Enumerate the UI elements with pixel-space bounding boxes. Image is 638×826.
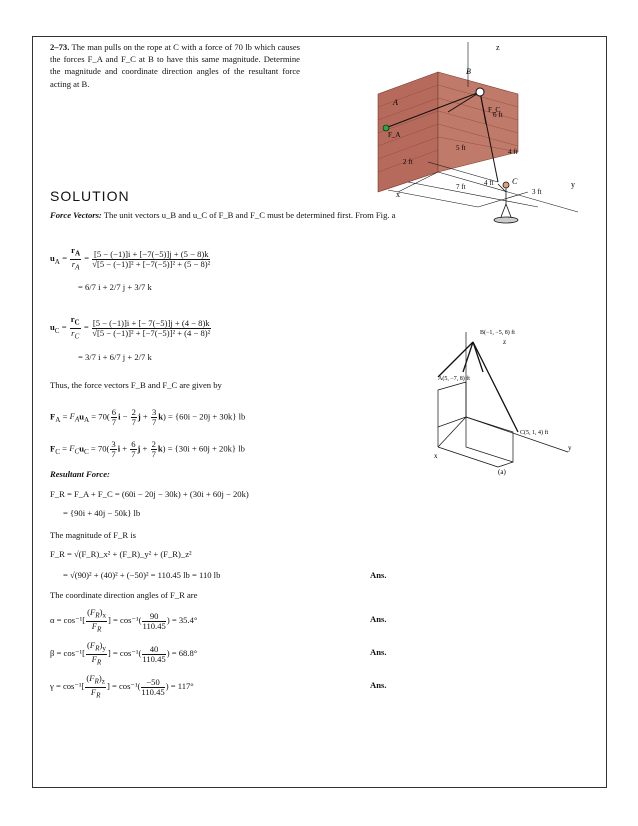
magnitude-text: The magnitude of F_R is bbox=[50, 530, 136, 540]
problem-statement bbox=[50, 41, 300, 90]
eq-alpha: α = cos⁻¹[ $\frac{(F_R)_x}{F_R}$ ] = cos⁻¹( $\frac{90}{110.45}$ ) = 35.4° bbox=[50, 607, 198, 634]
fig-label-4ft: 4 ft bbox=[484, 179, 494, 187]
eq-uc-result: = 3/7 i + 6/7 j + 2/7 k bbox=[78, 352, 152, 362]
force-vectors-given: Thus, the force vectors F_B and F_C are given by bbox=[50, 380, 222, 390]
fig-label-a: A bbox=[393, 98, 398, 107]
force-vectors-heading: Force Vectors: bbox=[50, 210, 102, 220]
fbd-label-c: C(5, 1, 4) ft bbox=[520, 430, 549, 436]
fig-label-5ft: 5 ft bbox=[456, 144, 466, 152]
angles-text: The coordinate direction angles of F_R are bbox=[50, 590, 198, 600]
fig-label-y: y bbox=[571, 180, 575, 189]
fig-label-2ft: 2 ft bbox=[403, 158, 413, 166]
eq-fc-result: = {30i + 60j + 20k} lb bbox=[167, 443, 245, 454]
answer-alpha: Ans. bbox=[370, 614, 387, 624]
fbd-figure bbox=[418, 322, 578, 482]
eq-ua-row: $u_A$ = $\frac{r_A}{r_A}$ = $\frac{[5 - (-1)]i + [-7(-5)]j + (5 - 8)k}{\text{√[5 − (−1)]² + [−7(−5)]² + (5 − 8)²}}$ bbox=[50, 245, 211, 272]
fig-label-7ft: 7 ft bbox=[456, 183, 466, 191]
eq-mag-2: = √(90)² + (40)² + (−50)² = 110.45 lb = 110 lb bbox=[63, 570, 221, 580]
resultant-heading: Resultant Force: bbox=[50, 469, 110, 479]
fbd-axis-y: y bbox=[568, 444, 572, 452]
eq-fa-row: $F_A = F_Au_A = 70$( $\frac{6}{7}$ i − $\frac{2}{7}$ j + $\frac{3}{7}$ k) = {60i − 20j + 30k} lb bbox=[50, 407, 246, 427]
solution-heading: SOLUTION bbox=[50, 188, 130, 204]
answer-beta: Ans. bbox=[370, 647, 387, 657]
fbd-axis-x: x bbox=[434, 452, 438, 460]
brick-wall-left bbox=[378, 72, 438, 192]
answer-gamma: Ans. bbox=[370, 680, 387, 690]
eq-beta: β = cos⁻¹[ $\frac{(F_R)_y}{F_R}$ ] = cos⁻¹( $\frac{40}{110.45}$ ) = 68.8° bbox=[50, 640, 198, 667]
eq-ua-result: = 6/7 i + 2/7 j + 3/7 k bbox=[78, 282, 152, 292]
fig-label-4ft-2: 4 ft bbox=[508, 148, 518, 156]
problem-number: 2–73. bbox=[50, 42, 70, 52]
eq-ua-den: √[5 − (−1)]² + [−7(−5)]² + (5 − 8)² bbox=[92, 258, 211, 269]
fig-label-3ft: 3 ft bbox=[532, 188, 542, 196]
eq-fr-2: = {90i + 40j − 50k} lb bbox=[63, 508, 141, 518]
fbd-axis-z: z bbox=[503, 338, 507, 346]
fbd-label-b: B(−1, −5, 8) ft bbox=[480, 330, 515, 336]
fig-label-fa: F_A bbox=[388, 131, 401, 139]
fig-label-x: x bbox=[396, 190, 400, 199]
eq-mag-1: F_R = √(F_R)_x² + (F_R)_y² + (F_R)_z² bbox=[50, 549, 192, 559]
answer-magnitude: Ans. bbox=[370, 570, 387, 580]
eq-gamma: γ = cos⁻¹[ $\frac{(F_R)_z}{F_R}$ ] = cos⁻¹( $\frac{-50}{110.45}$ ) = 117° bbox=[50, 673, 194, 700]
eq-uc-num: [5 − (−1)]i + [− 7(−5)]j + (4 − 8)k bbox=[92, 317, 210, 328]
fig-label-z: z bbox=[496, 43, 500, 52]
fig-label-fc: F_C bbox=[488, 106, 501, 114]
fig-label-c: C bbox=[512, 177, 518, 186]
force-vectors-intro bbox=[50, 209, 410, 221]
force-vectors-text: The unit vectors u_B and u_C of F_B and F_C must be determined first. From Fig. a bbox=[103, 210, 396, 220]
eq-fr-1: F_R = F_A + F_C = (60i − 20j − 30k) + (30i + 60j − 20k) bbox=[50, 489, 249, 499]
eq-fc-row: $F_C = F_Cu_C = 70$( $\frac{3}{7}$ i + $\frac{6}{7}$ j + $\frac{2}{7}$ k) = {30i + 60j + 20k} lb bbox=[50, 439, 245, 459]
eq-uc-den: √[5 − (−1)]² + [−7(−5)]² + (4 − 8)² bbox=[92, 327, 211, 338]
fbd-label-a: A(5, −7, 8) ft bbox=[438, 376, 470, 382]
fbd-caption: (a) bbox=[498, 468, 506, 476]
eq-uc-row: $u_C$ = $\frac{r_C}{r_C}$ = $\frac{[5 - (-1)]i + [- 7(-5)]j + (4 - 8)k}{\text{√[5 − (−1)]² + [−7(−5)]² + (4 − 8)²}}$ bbox=[50, 314, 211, 341]
problem-text: The man pulls on the rope at C with a force of 70 lb which causes the forces F_A and F_C at B to have this same magnitude. Determine the magnitude and coordinate direction angles of the resultant force acting at B. bbox=[50, 42, 300, 89]
fig-label-b: B bbox=[466, 67, 471, 76]
fig-label-6ft: 6 ft bbox=[493, 111, 503, 119]
eq-fa-result: = {60i − 20j + 30k} lb bbox=[168, 411, 246, 422]
eq-ua-num: [5 − (−1)]i + [−7(−5)]j + (5 − 8)k bbox=[93, 248, 209, 259]
